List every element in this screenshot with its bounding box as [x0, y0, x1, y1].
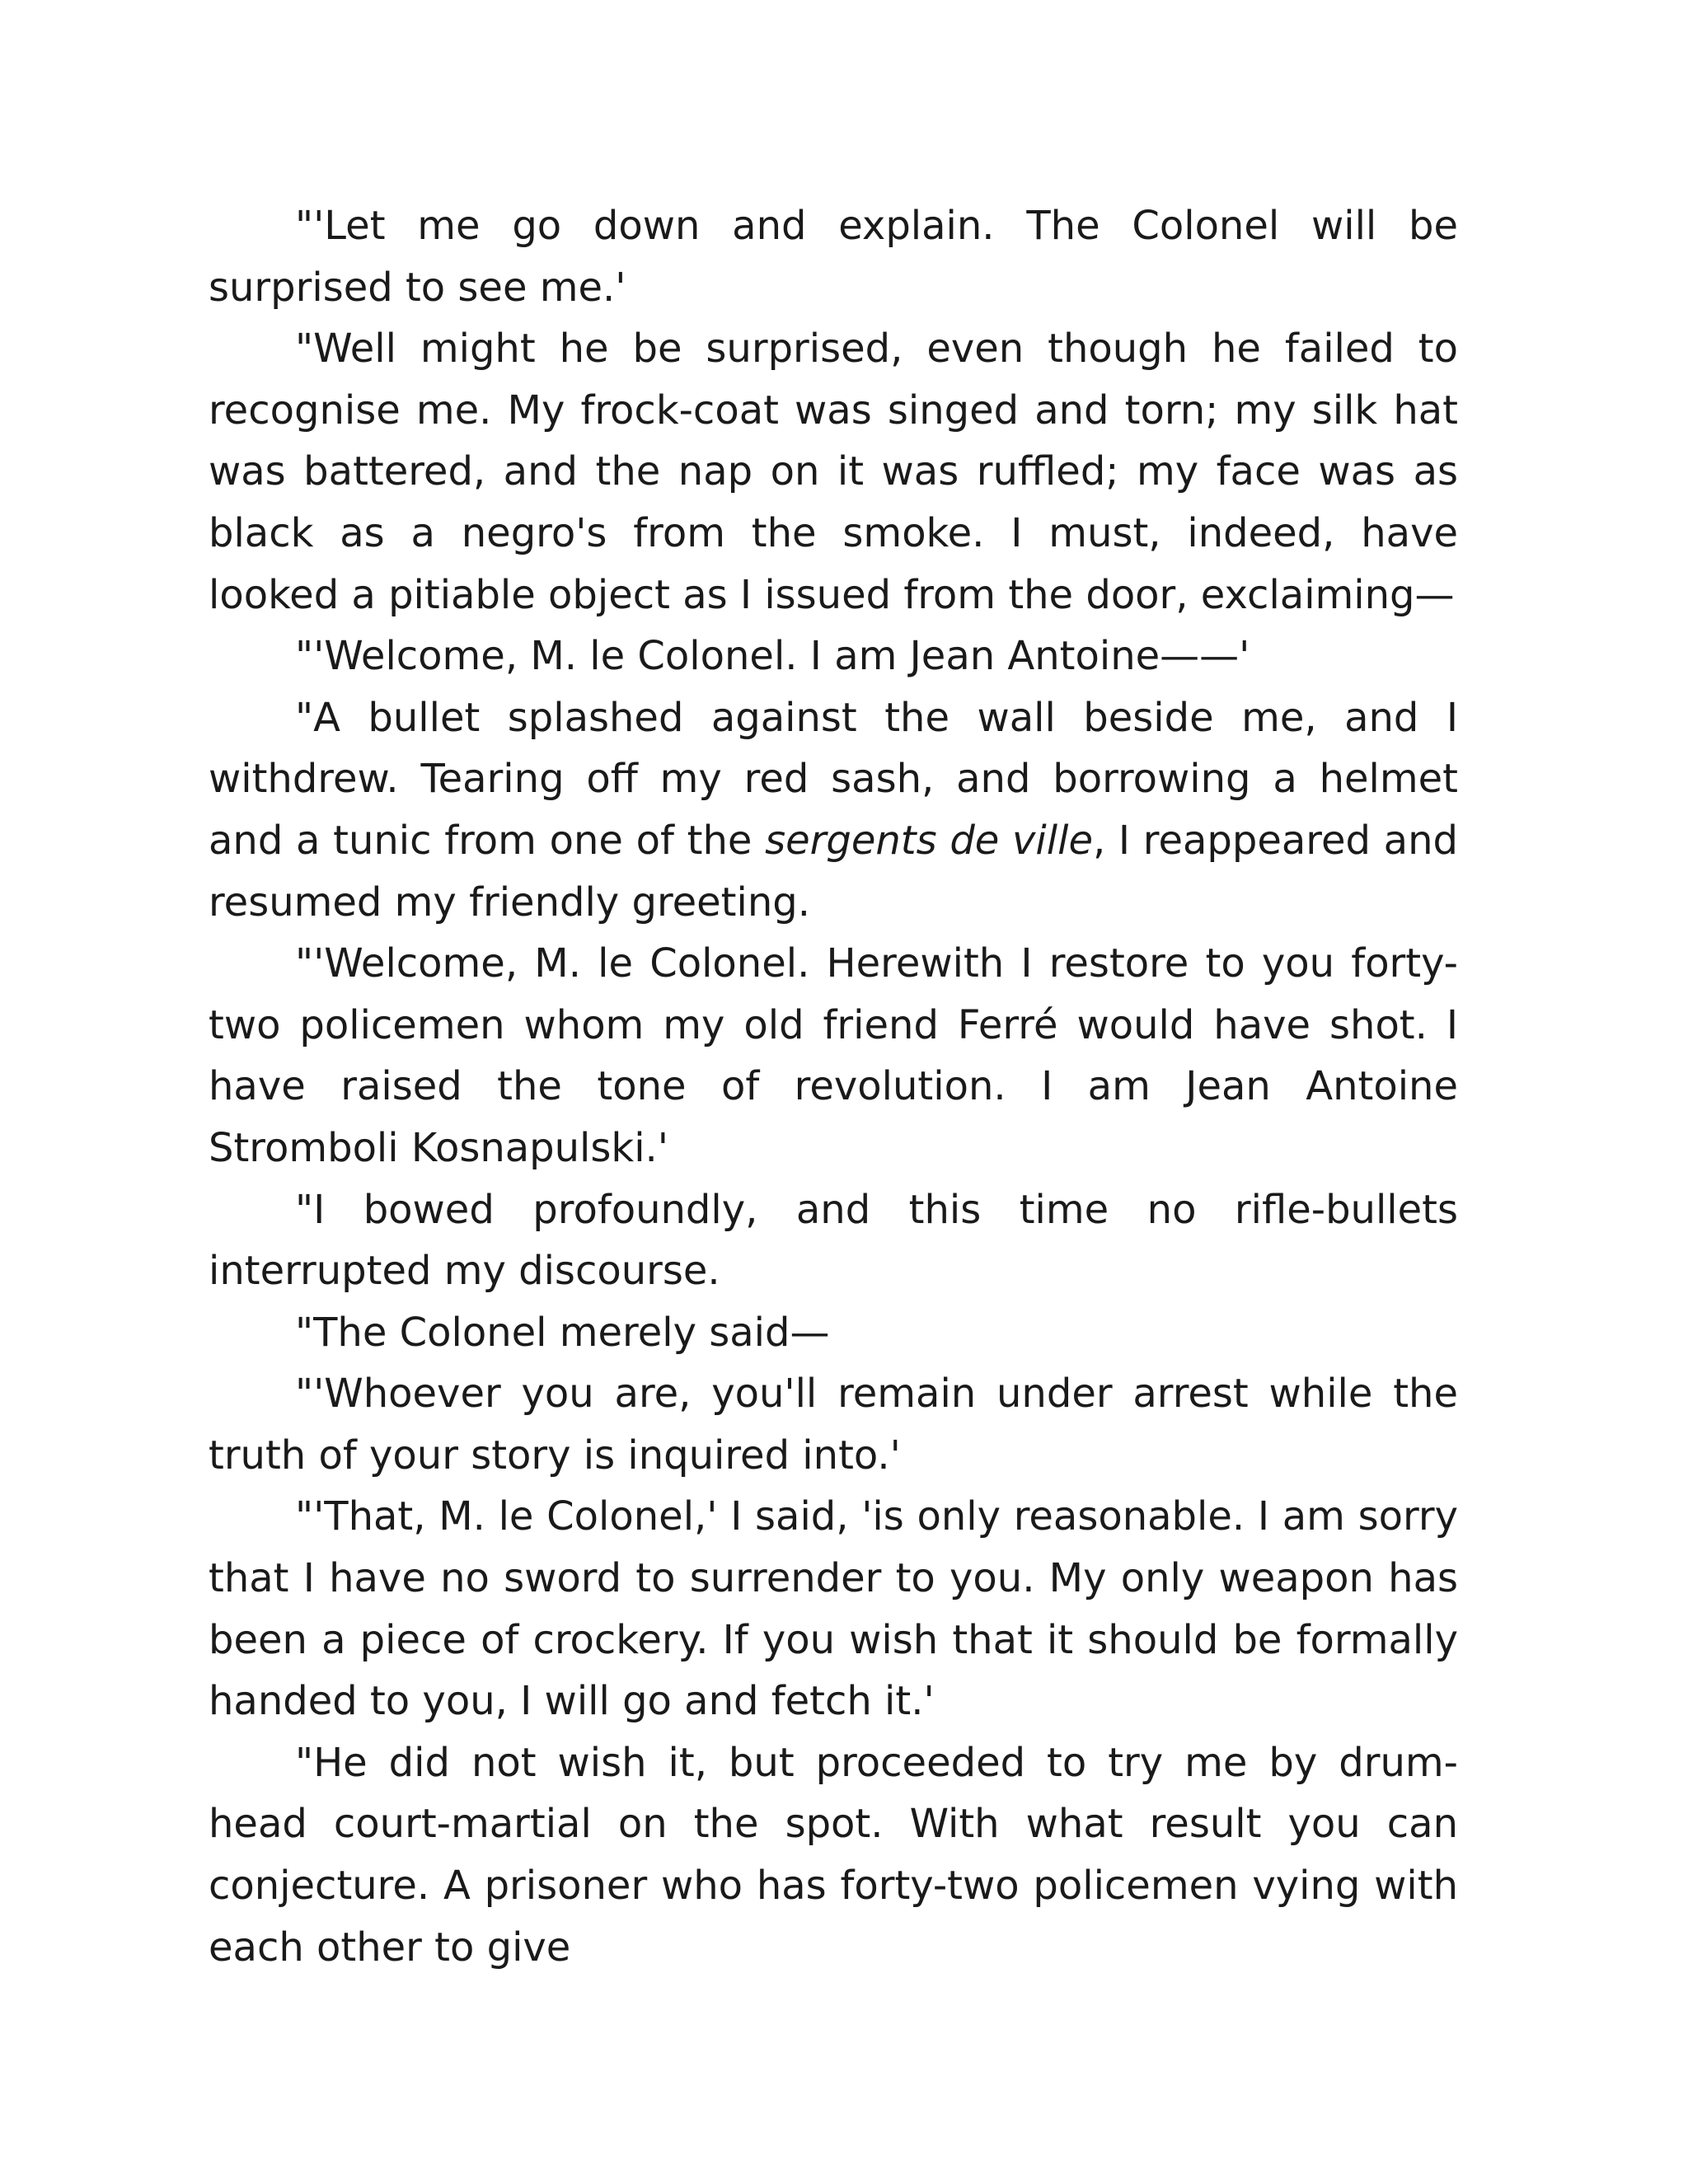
paragraph-4: [209, 687, 1458, 933]
paragraph-7: "The Colonel merely said—: [295, 1309, 830, 1356]
paragraph-5: "'Welcome, M. le Colonel. Herewith I restore to you forty-two policemen whom my old friend Ferré would have shot. I have raised the tone of revolution. I am Jean Antoine Stromboli Kosnapulski.': [209, 940, 1458, 1171]
paragraph-2: "Well might he be surprised, even though he failed to recognise me. My frock-coat was singed and torn; my silk hat was battered, and the nap on it was ruffled; my face was as black as a negro's from the smoke. I must, indeed, have looked a pitiable object as I issued from the door, exclaiming—: [209, 326, 1458, 618]
paragraph-10: "He did not wish it, but proceeded to try me by drum-head court-martial on the spot. With what result you can conjecture. A prisoner who has forty-two policemen vying with each other to give: [209, 1739, 1458, 1971]
paragraph-1: "'Let me go down and explain. The Colonel will be surprised to see me.': [209, 203, 1458, 311]
paragraph-6: "I bowed profoundly, and this time no rifle-bullets interrupted my discourse.: [209, 1186, 1458, 1295]
paragraph-4-lead: "A bullet splashed against the wall beside me, and I withdrew. Tearing off my red sash, and borrowing a helmet and a tunic from one of the: [209, 694, 1458, 864]
paragraph-9: "'That, M. le Colonel,' I said, 'is only reasonable. I am sorry that I have no sword to surrender to you. My only weapon has been a piece of crockery. If you wish that it should be formally handed to you, I will go and fetch it.': [209, 1493, 1458, 1725]
paragraph-4-tail: , I reappeared and resumed my friendly greeting.: [209, 817, 1458, 926]
paragraph-3: "'Welcome, M. le Colonel. I am Jean Antoine——': [295, 633, 1250, 680]
italic-phrase: sergents de ville: [765, 817, 1093, 864]
body-text: [209, 195, 1458, 1978]
paragraph-8: "'Whoever you are, you'll remain under arrest while the truth of your story is inquired into.': [209, 1371, 1458, 1479]
